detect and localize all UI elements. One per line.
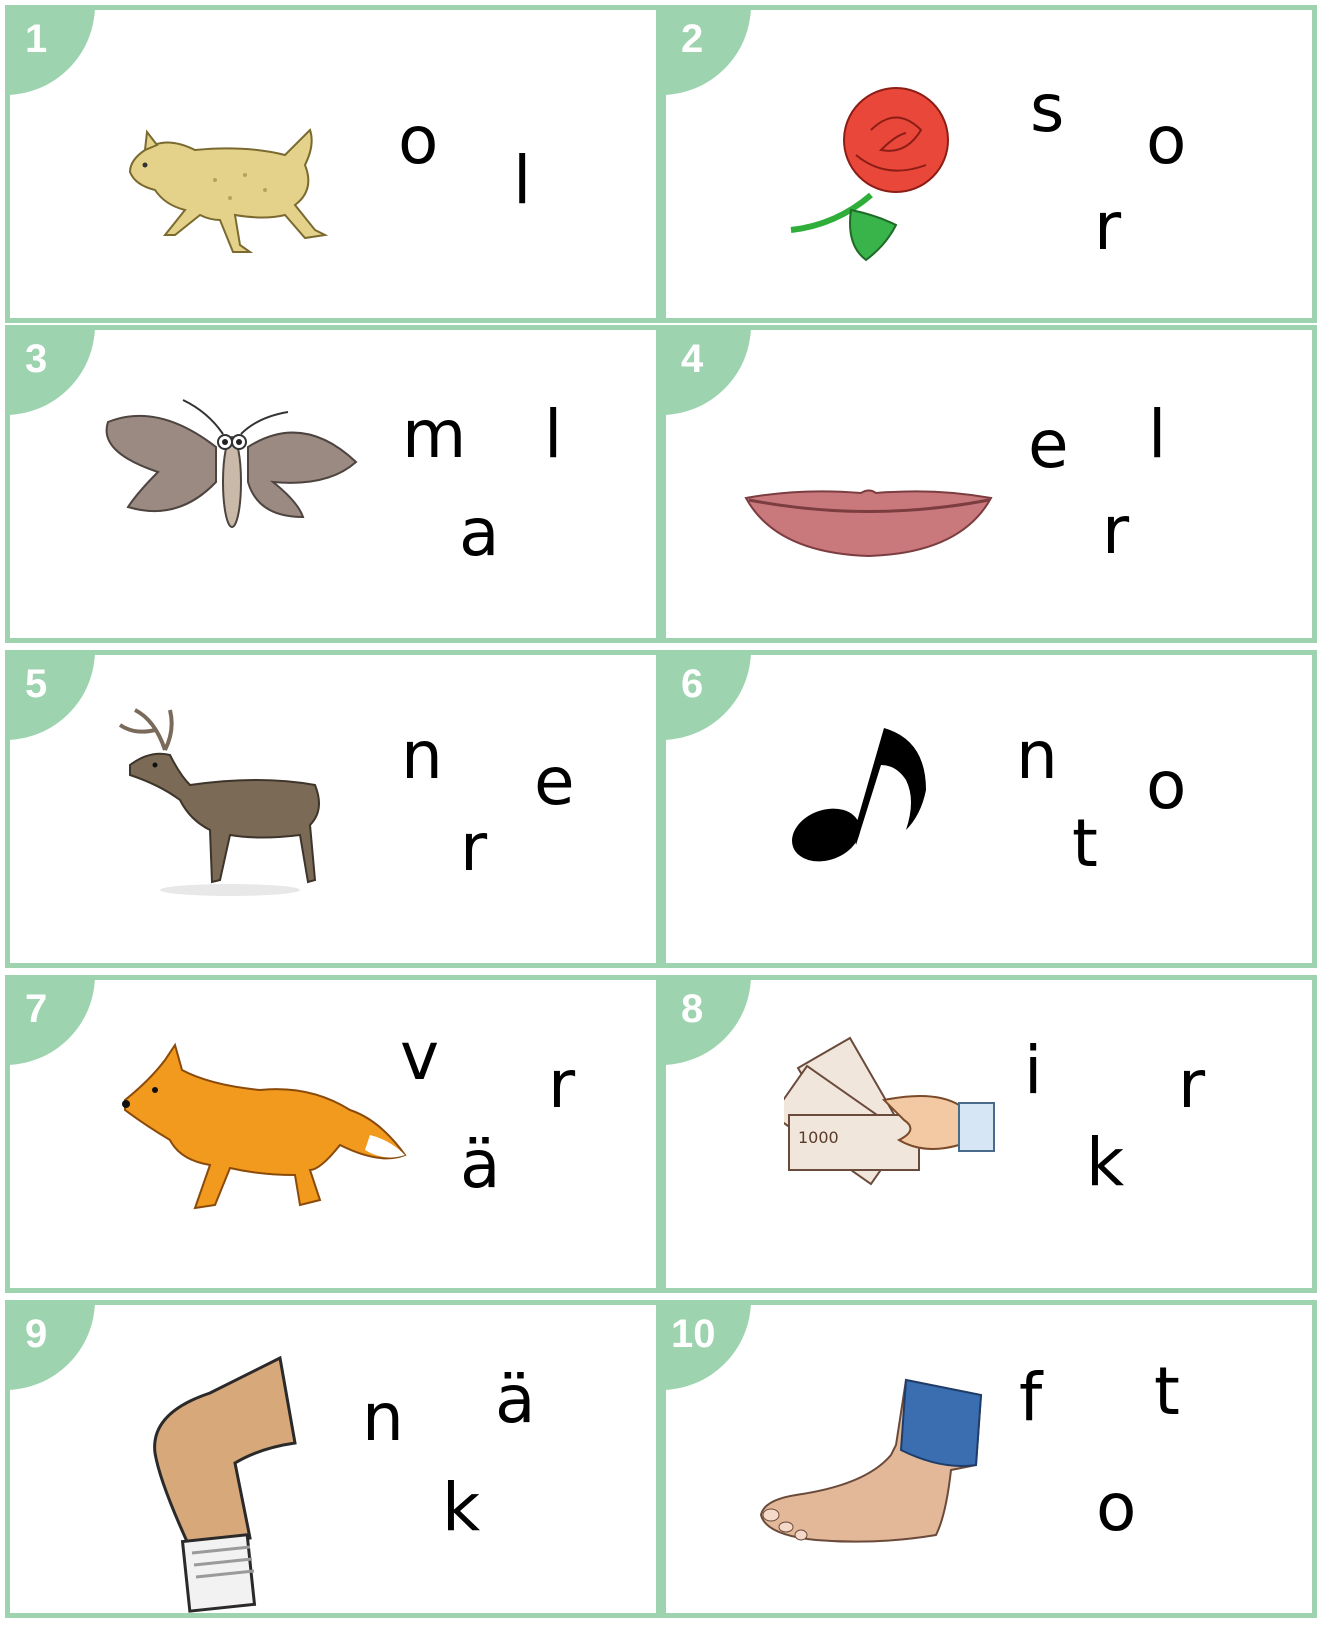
card-number: 5	[25, 662, 48, 706]
knee-icon	[150, 1353, 310, 1618]
puzzle-letter[interactable]: n	[401, 717, 443, 794]
puzzle-letter[interactable]: r	[460, 809, 488, 886]
puzzle-card-1	[5, 5, 661, 323]
puzzle-letter[interactable]: r	[548, 1046, 576, 1123]
puzzle-letter[interactable]: i	[1024, 1032, 1043, 1109]
card-number: 1	[25, 17, 48, 61]
card-number-badge	[5, 325, 95, 415]
puzzle-card-8	[661, 975, 1317, 1293]
puzzle-letter[interactable]: l	[1148, 396, 1167, 473]
card-number-badge	[5, 975, 95, 1065]
puzzle-letter[interactable]: t	[1154, 1353, 1180, 1430]
puzzle-letter[interactable]: r	[1102, 492, 1130, 569]
music-note-icon	[786, 720, 936, 870]
puzzle-letter[interactable]: r	[1178, 1046, 1206, 1123]
puzzle-letter[interactable]: ä	[460, 1126, 501, 1203]
card-number: 3	[25, 337, 48, 381]
card-number: 6	[681, 662, 704, 706]
card-number-badge	[661, 975, 751, 1065]
puzzle-letter[interactable]: n	[1016, 717, 1058, 794]
puzzle-card-6	[661, 650, 1317, 968]
puzzle-letter[interactable]: v	[400, 1018, 440, 1095]
foot-icon	[756, 1375, 996, 1565]
card-number-badge	[5, 5, 95, 95]
puzzle-card-4	[661, 325, 1317, 643]
puzzle-letter[interactable]: n	[362, 1379, 404, 1456]
card-number: 2	[681, 17, 704, 61]
puzzle-card-9	[5, 1300, 661, 1618]
card-number-badge	[661, 650, 751, 740]
lynx-icon	[115, 110, 345, 260]
card-number: 7	[25, 987, 48, 1031]
puzzle-letter[interactable]: r	[1094, 188, 1122, 265]
puzzle-letter[interactable]: m	[402, 396, 467, 473]
money-hand-icon	[784, 1035, 1004, 1205]
puzzle-letter[interactable]: t	[1072, 805, 1098, 882]
puzzle-card-3	[5, 325, 661, 643]
puzzle-letter[interactable]: a	[459, 494, 500, 571]
card-number-badge	[661, 325, 751, 415]
puzzle-letter[interactable]: f	[1019, 1359, 1043, 1436]
reindeer-icon	[110, 700, 340, 900]
puzzle-card-7	[5, 975, 661, 1293]
card-number: 10	[671, 1312, 716, 1356]
puzzle-letter[interactable]: o	[1096, 1469, 1137, 1546]
puzzle-card-10	[661, 1300, 1317, 1618]
puzzle-letter[interactable]: l	[513, 142, 532, 219]
puzzle-card-5	[5, 650, 661, 968]
moth-icon	[98, 392, 366, 552]
puzzle-letter[interactable]: o	[1146, 747, 1187, 824]
puzzle-letter[interactable]: s	[1030, 70, 1065, 147]
puzzle-letter[interactable]: o	[1146, 102, 1187, 179]
card-number-badge	[661, 5, 751, 95]
puzzle-letter[interactable]: l	[544, 396, 563, 473]
card-number: 8	[681, 987, 704, 1031]
puzzle-card-2	[661, 5, 1317, 323]
rose-icon	[786, 85, 961, 275]
puzzle-letter[interactable]: k	[442, 1469, 481, 1546]
card-number-badge	[661, 1300, 751, 1390]
card-number: 4	[681, 337, 704, 381]
card-number-badge	[5, 650, 95, 740]
banknote-label: 1000	[798, 1128, 839, 1147]
puzzle-letter[interactable]: ä	[495, 1361, 536, 1438]
lips-icon	[741, 478, 996, 563]
card-number: 9	[25, 1312, 48, 1356]
puzzle-letter[interactable]: k	[1086, 1124, 1125, 1201]
card-number-badge	[5, 1300, 95, 1390]
fox-icon	[120, 1040, 410, 1215]
puzzle-letter[interactable]: e	[534, 743, 575, 820]
puzzle-letter[interactable]: o	[398, 102, 439, 179]
puzzle-letter[interactable]: e	[1028, 406, 1069, 483]
